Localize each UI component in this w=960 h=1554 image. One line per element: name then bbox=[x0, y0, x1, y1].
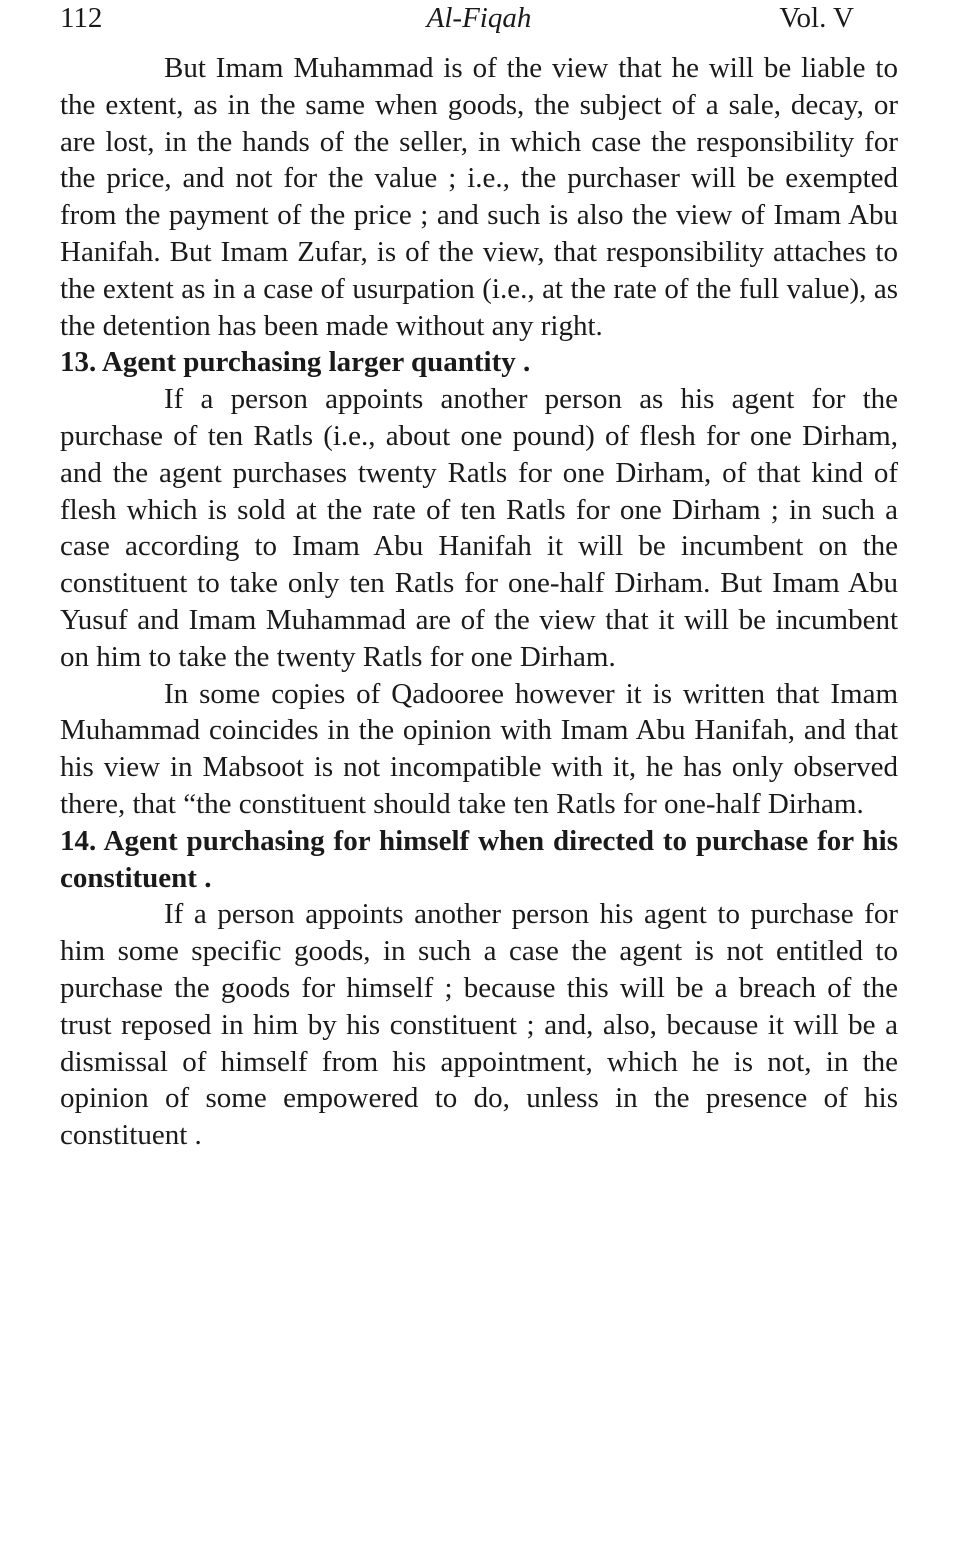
paragraph-qadooree-copies: In some copies of Qadooree however it is written that Imam Muhammad coincides in the opinion with Imam Abu Hanifah, and that his view in Mabsoot is not incompatible with it, he has only observed there, that “the constituent should take ten Ratls for one-half Dirham. bbox=[60, 677, 898, 820]
book-page bbox=[60, 0, 898, 1154]
paragraph-agent-for-himself: If a person appoints another person his agent to purchase for him some specific goods, in such a case the agent is not entitled to purchase the goods for himself ; because this will be a breach of the trust reposed in him by his constituent ; and, also, because it will be a dismissal of himself from his appointment, which he is not, in the opinion of some empowered to do, unless in the presence of his constituent . bbox=[60, 898, 898, 1152]
page-number: 112 bbox=[60, 2, 103, 34]
book-title: Al-Fiqah bbox=[426, 2, 532, 34]
section-heading-13: 13. Agent purchasing larger quantity . bbox=[60, 346, 531, 379]
volume-label: Vol. V bbox=[779, 2, 854, 34]
running-header bbox=[60, 0, 898, 50]
section-heading-14: 14. Agent purchasing for himself when directed to purchase for his constituent . bbox=[60, 824, 898, 894]
paragraph-imam-muhammad-view: But Imam Muhammad is of the view that he will be liable to the extent, as in the same when goods, the subject of a sale, decay, or are lost, in the hands of the seller, in which case the responsibility for the price, and not for the value ; i.e., the purchaser will be exempted from the payment of the price ; and such is also the view of Imam Abu Hanifah. But Imam Zufar, is of the view, that responsibility attaches to the extent as in a case of usurpation (i.e., at the rate of the full value), as the detention has been made without any right. bbox=[60, 52, 898, 342]
paragraph-agent-larger-quantity: If a person appoints another person as his agent for the purchase of ten Ratls (i.e., about one pound) of flesh for one Dirham, and the agent purchases twenty Ratls for one Dirham, of that kind of flesh which is sold at the rate of ten Ratls for one Dirham ; in such a case according to Imam Abu Hanifah it will be incumbent on the constituent to take only ten Ratls for one-half Dirham. But Imam Abu Yusuf and Imam Muhammad are of the view that it will be incumbent on him to take the twenty Ratls for one Dirham. bbox=[60, 383, 898, 673]
